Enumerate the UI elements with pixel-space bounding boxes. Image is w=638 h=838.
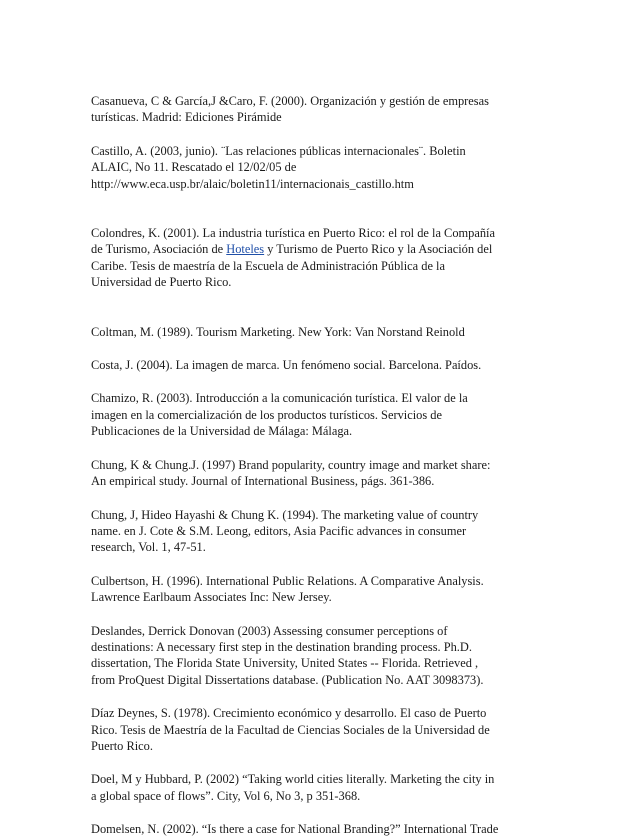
reference-line: Chamizo, R. (2003). Introducción a la comunicación turística. El valor de la: [91, 391, 468, 406]
reference-line: name. en J. Cote & S.M. Leong, editors, Asia Pacific advances in consumer: [91, 523, 467, 538]
reference-text: y Turismo de Puerto Rico y la Asociación del: [264, 242, 493, 257]
reference-line: Chung, K & Chung.J. (1997) Brand popularity, country image and market share:: [91, 457, 491, 472]
reference-deslandes: [91, 623, 509, 689]
reference-line: Lawrence Earlbaum Associates Inc: New Jersey.: [91, 590, 332, 605]
reference-line: imagen en la comercialización de los productos turísticos. Servicios de: [91, 407, 442, 422]
reference-line: Chung, J, Hideo Hayashi & Chung K. (1994). The marketing value of country: [91, 507, 479, 522]
reference-costa: [91, 357, 509, 373]
reference-line: Domelsen, N. (2002). “Is there a case for National Branding?” International Trade: [91, 822, 499, 837]
reference-coltman: [91, 324, 509, 340]
reference-line: Costa, J. (2004). La imagen de marca. Un fenómeno social. Barcelona. Paídos.: [91, 358, 482, 373]
reference-line: Publicaciones de la Universidad de Málaga: Málaga.: [91, 424, 353, 439]
reference-line: Universidad de Puerto Rico.: [91, 275, 232, 290]
reference-castillo: [91, 143, 509, 192]
reference-line: Puerto Rico.: [91, 738, 153, 753]
reference-diaz-deynes: [91, 705, 509, 754]
reference-line: a global space of flows”. City, Vol 6, No 3, p 351-368.: [91, 788, 361, 803]
reference-casanueva: [91, 93, 509, 126]
reference-line: dissertation, The Florida State University, United States -- Florida. Retrieved ,: [91, 656, 479, 671]
reference-line: from ProQuest Digital Dissertations database. (Publication No. AAT 3098373).: [91, 672, 484, 687]
reference-line: Díaz Deynes, S. (1978). Crecimiento económico y desarrollo. El caso de Puerto: [91, 706, 487, 721]
reference-url: http://www.eca.usp.br/alaic/boletin11/internacionais_castillo.htm: [91, 176, 414, 191]
reference-line: destinations: A necessary first step in the destination branding process. Ph.D.: [91, 639, 472, 654]
reference-chamizo: [91, 390, 509, 439]
reference-chung-1997: [91, 457, 509, 490]
reference-culbertson: [91, 573, 509, 606]
reference-line: An empirical study. Journal of International Business, págs. 361-386.: [91, 474, 435, 489]
reference-line: Rico. Tesis de Maestría de la Facultad de Ciencias Sociales de la Universidad de: [91, 722, 490, 737]
reference-line: Coltman, M. (1989). Tourism Marketing. New York: Van Norstand Reinold: [91, 324, 465, 339]
reference-line: Casanueva, C & García,J &Caro, F. (2000). Organización y gestión de empresas: [91, 94, 489, 108]
reference-line: ALAIC, No 11. Rescatado el 12/02/05 de: [91, 160, 297, 175]
hoteles-link[interactable]: Hoteles: [226, 242, 265, 257]
reference-chung-1994: [91, 507, 509, 556]
reference-line: turísticas. Madrid: Ediciones Pirámide: [91, 110, 282, 125]
reference-line: [91, 241, 509, 257]
reference-line: Colondres, K. (2001). La industria turística en Puerto Rico: el rol de la Compañía: [91, 226, 495, 241]
reference-line: research, Vol. 1, 47-51.: [91, 540, 206, 555]
reference-line: Caribe. Tesis de maestría de la Escuela de Administración Pública de la: [91, 258, 445, 273]
reference-domelsen: [91, 821, 509, 837]
reference-doel: [91, 771, 509, 804]
reference-text: de Turismo, Asociación de: [91, 242, 227, 257]
reference-list: [91, 93, 509, 838]
reference-colondres: [91, 225, 509, 291]
reference-line: Doel, M y Hubbard, P. (2002) “Taking world cities literally. Marketing the city in: [91, 772, 495, 787]
reference-line: Culbertson, H. (1996). International Public Relations. A Comparative Analysis.: [91, 573, 484, 588]
reference-line: Castillo, A. (2003, junio). ¨Las relaciones públicas internacionales¨. Boletin: [91, 143, 466, 158]
reference-line: Deslandes, Derrick Donovan (2003) Assessing consumer perceptions of: [91, 623, 448, 638]
